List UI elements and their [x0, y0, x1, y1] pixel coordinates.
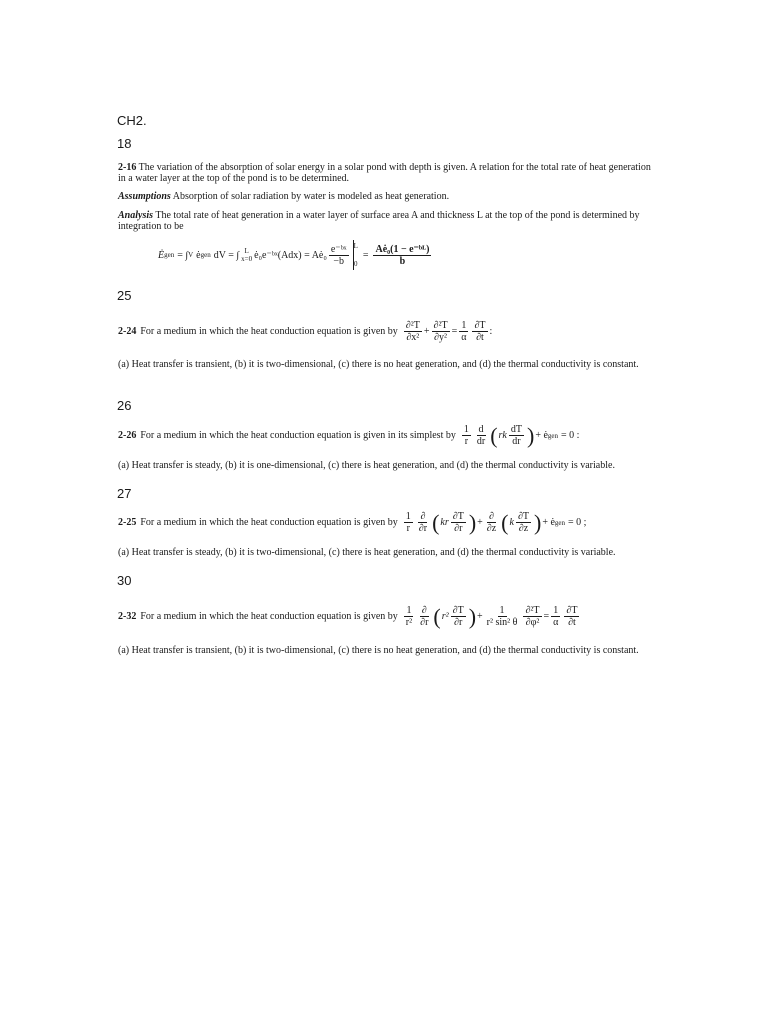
- lead-text: For a medium in which the heat conduction equation is given by: [140, 517, 398, 528]
- problem-2-16-statement: [118, 162, 654, 184]
- eq-mid: ė₀e⁻ᵇˣ(Adx) = Aė₀: [254, 249, 327, 261]
- inner-term: k: [509, 517, 514, 528]
- frac-den: r² sin² θ: [486, 617, 518, 628]
- frac-num: ∂T: [452, 511, 464, 522]
- frac-num: 1: [463, 424, 469, 435]
- inner-term: r²: [441, 611, 449, 622]
- problem-2-24-answer: (a) Heat transfer is transient, (b) it is two-dimensional, (c) there is no heat generation, and (d) the thermal conductivity is constant.: [118, 359, 639, 370]
- problem-2-26-equation: 2-26 For a medium in which the heat conduction equation is given in its simplest by $\frac{1}{r}$ $\frac{d}{dr}$ ( rk $\frac{dT}{dr}$ ) + ė gen = 0 :: [118, 422, 580, 448]
- problem-number: 2-25: [118, 517, 137, 528]
- frac-den: r: [464, 436, 469, 447]
- tail-term: + ė: [535, 430, 548, 441]
- eq-dv: dV = ∫: [213, 249, 240, 261]
- frac-den: ∂r: [454, 523, 463, 534]
- frac-num: ∂²T: [433, 320, 448, 331]
- analysis-label: Analysis: [118, 210, 154, 221]
- frac-num: dT: [510, 424, 522, 435]
- frac-den: ∂r: [454, 617, 463, 628]
- eq-limit-top: L: [244, 247, 249, 255]
- frac-den: α: [553, 617, 559, 628]
- problem-2-32-answer: (a) Heat transfer is transient, (b) it is two-dimensional, (c) there is no heat generation, and (d) the thermal conductivity is constant.: [118, 645, 639, 656]
- assumptions-label: Assumptions: [118, 191, 171, 202]
- frac-num: ∂: [489, 511, 494, 522]
- eq-gen-sub: gen: [164, 251, 175, 259]
- frac-den: ∂z: [518, 523, 529, 534]
- gen-sub: gen: [547, 431, 558, 440]
- eq-egen: ė: [196, 249, 201, 261]
- problem-2-26-answer: (a) Heat transfer is steady, (b) it is one-dimensional, (c) there is heat generation, and (d) the thermal conductivity is variable.: [118, 460, 615, 471]
- equals-sign: =: [451, 326, 458, 337]
- frac-den: ∂t: [476, 332, 484, 343]
- frac-num: ∂T: [517, 511, 530, 522]
- eq-result: [373, 244, 431, 267]
- frac-num: 1: [461, 320, 467, 331]
- plus-sign: +: [477, 611, 483, 622]
- end-mark: :: [489, 326, 493, 337]
- problem-2-16-assumptions: [118, 191, 654, 202]
- problem-2-16-analysis: [118, 210, 654, 232]
- assumptions-text: Absorption of solar radiation by water is modeled as heat generation.: [172, 191, 450, 202]
- problem-2-16-equation: Ė gen = ∫ V ė gen dV = ∫ L x=0 ė₀e⁻ᵇˣ(Adx) = Aė₀ $\frac{\text{e⁻ᵇˣ}}{-b}$ L 0 = $\frac{\text{Aė₀(1 − e⁻ᵇᴸ)}}{b}$: [158, 242, 430, 268]
- question-number-27: 27: [117, 486, 132, 501]
- eq-limits: [241, 247, 252, 263]
- question-number-18: 18: [117, 136, 132, 151]
- chapter-heading: CH2.: [117, 113, 147, 128]
- lead-text: For a medium in which the heat conduction equation is given by: [140, 326, 398, 337]
- end-mark: = 0 ;: [568, 517, 587, 528]
- equals-sign: =: [543, 611, 550, 622]
- frac-den: ∂t: [568, 617, 576, 628]
- eq-fraction-num: e⁻ᵇˣ: [330, 243, 347, 255]
- eq-integral-1: = ∫: [177, 249, 189, 261]
- frac-den: r: [406, 523, 410, 534]
- problem-number: 2-32: [118, 611, 137, 622]
- problem-2-25-equation: 2-25 For a medium in which the heat conduction equation is given by $\frac{1}{r}$ $\frac{\partial}{\partial r}$ ( kr $\frac{\partial T}{\partial r}$ ) + $\frac{\partial}{\partial z}$ ( k $\frac{\partial T}{\partial z}$ ) + ė gen = 0 ;: [118, 509, 587, 535]
- frac-num: 1: [405, 511, 411, 522]
- frac-num: d: [478, 424, 484, 435]
- question-number-26: 26: [117, 398, 132, 413]
- frac-num: ∂²T: [525, 605, 540, 616]
- inner-term: kr: [440, 517, 449, 528]
- frac-den: ∂r: [418, 523, 428, 534]
- eq-result-num: Aė₀(1 − e⁻ᵇᴸ): [375, 243, 430, 255]
- frac-den: r²: [405, 617, 413, 628]
- eq-v-sub: V: [188, 251, 194, 259]
- frac-den: ∂φ²: [525, 617, 540, 628]
- eq-fraction: [329, 244, 349, 267]
- eq-bar-limits: [354, 242, 358, 268]
- frac-den: dr: [512, 436, 521, 447]
- eq-result-den: b: [399, 255, 406, 267]
- question-number-25: 25: [117, 288, 132, 303]
- lead-text: For a medium in which the heat conduction equation is given by: [140, 611, 398, 622]
- frac-num: 1: [553, 605, 559, 616]
- frac-num: ∂: [420, 511, 426, 522]
- problem-number: 2-24: [118, 326, 137, 337]
- frac-num: 1: [406, 605, 412, 616]
- frac-den: ∂x²: [406, 332, 420, 343]
- frac-den: dr: [476, 436, 486, 447]
- analysis-text: The total rate of heat generation in a water layer of surface area A and thickness L at the top of the pond is determined by integration to be: [118, 210, 640, 232]
- question-number-30: 30: [117, 573, 132, 588]
- frac-den: ∂y²: [434, 332, 447, 343]
- inner-term: rk: [498, 430, 507, 441]
- tail-term: + ė: [542, 517, 555, 528]
- problem-number: 2-26: [118, 430, 137, 441]
- eq-fraction-den: −b: [333, 255, 345, 267]
- plus-sign: +: [477, 517, 483, 528]
- frac-den: ∂r: [420, 617, 429, 628]
- frac-num: ∂T: [452, 605, 464, 616]
- frac-num: ∂T: [566, 605, 578, 616]
- problem-number: 2-16: [118, 162, 137, 173]
- problem-2-32-equation: 2-32 For a medium in which the heat conduction equation is given by $\frac{1}{\text{r²}}$ $\frac{\partial}{\partial r}$ ( r² $\frac{\partial T}{\partial r}$ ) + $\frac{1}{\text{r² sin² θ}}$ $\frac{\text{∂²T}}{\text{∂φ²}}$ = $\frac{1}{\alpha}$ $\frac{\partial T}{\partial t}$: [118, 603, 578, 629]
- frac-num: ∂²T: [405, 320, 420, 331]
- frac-den: α: [461, 332, 467, 343]
- problem-2-25-answer: (a) Heat transfer is steady, (b) it is two-dimensional, (c) there is heat generation, and (d) the thermal conductivity is variable.: [118, 547, 616, 558]
- frac-num: ∂T: [474, 320, 486, 331]
- lead-text: For a medium in which the heat conduction equation is given in its simplest by: [140, 430, 456, 441]
- problem-2-24-equation: [118, 320, 492, 343]
- frac-den: ∂z: [486, 523, 497, 534]
- eq-bar-bottom: 0: [353, 260, 358, 268]
- eq-bar-top: L: [353, 242, 358, 250]
- statement-text: The variation of the absorption of solar energy in a solar pond with depth is given. A relation for the total rate of heat generation in a water layer at the top of the pond is to be determined.: [118, 162, 651, 184]
- eq-lhs: Ė: [158, 249, 165, 261]
- end-mark: = 0 :: [561, 430, 580, 441]
- frac-num: ∂: [421, 605, 427, 616]
- gen-sub: gen: [554, 518, 566, 527]
- plus-sign: +: [423, 326, 430, 337]
- eq-limit-bottom: x=0: [241, 255, 253, 263]
- frac-num: 1: [499, 605, 505, 616]
